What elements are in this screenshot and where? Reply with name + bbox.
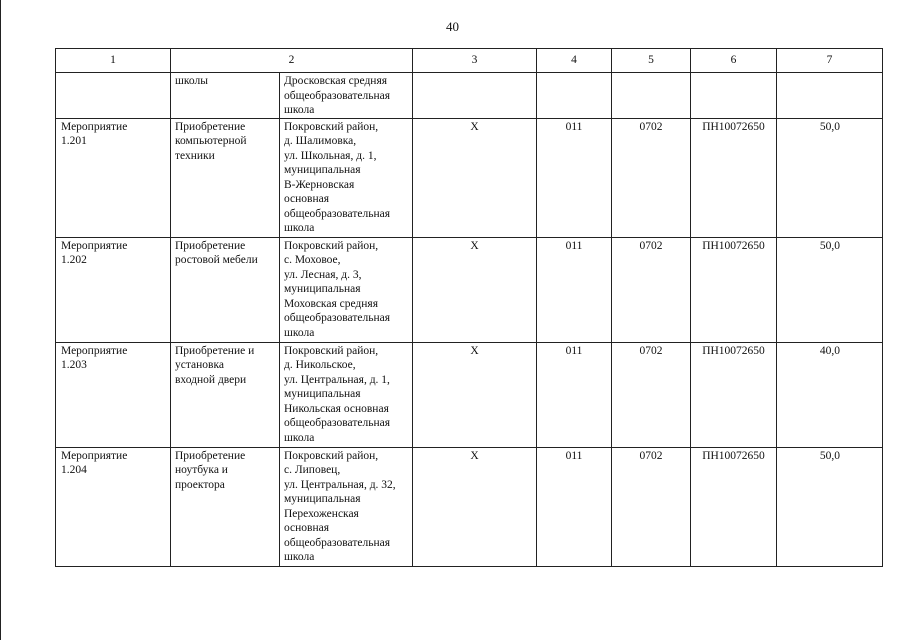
table-row xyxy=(56,237,883,342)
table-row xyxy=(56,447,883,566)
page-number: 40 xyxy=(446,19,459,34)
budget-table xyxy=(55,48,883,567)
col6-cell: ПН10072650 xyxy=(691,342,777,447)
event-cell: Мероприятие 1.203 xyxy=(56,342,171,447)
header-cell: 6 xyxy=(691,49,777,73)
col6-cell: ПН10072650 xyxy=(691,118,777,237)
col6-cell: ПН10072650 xyxy=(691,447,777,566)
col5-cell: 0702 xyxy=(612,118,691,237)
col5-cell: 0702 xyxy=(612,342,691,447)
header-cell: 7 xyxy=(777,49,883,73)
event-cell: Мероприятие 1.201 xyxy=(56,118,171,237)
address-cell: Покровский район, д. Шалимовка, ул. Школьная, д. 1, муниципальная В-Жерновская основная общеобразовательная школа xyxy=(280,118,413,237)
table-row xyxy=(56,73,883,119)
col4-cell xyxy=(537,73,612,119)
purpose-cell: школы xyxy=(171,73,280,119)
header-cell: 1 xyxy=(56,49,171,73)
table-row xyxy=(56,342,883,447)
col4-cell: 011 xyxy=(537,237,612,342)
col3-cell: Х xyxy=(413,237,537,342)
amount-cell: 50,0 xyxy=(777,118,883,237)
purpose-cell: Приобретение компьютерной техники xyxy=(171,118,280,237)
purpose-cell: Приобретение и установка входной двери xyxy=(171,342,280,447)
col6-cell xyxy=(691,73,777,119)
header-cell: 3 xyxy=(413,49,537,73)
amount-cell: 40,0 xyxy=(777,342,883,447)
amount-cell xyxy=(777,73,883,119)
col6-cell: ПН10072650 xyxy=(691,237,777,342)
col5-cell: 0702 xyxy=(612,237,691,342)
header-cell: 5 xyxy=(612,49,691,73)
page-left-edge-line xyxy=(0,0,1,640)
col4-cell: 011 xyxy=(537,342,612,447)
purpose-cell: Приобретение ноутбука и проектора xyxy=(171,447,280,566)
event-cell xyxy=(56,73,171,119)
col3-cell xyxy=(413,73,537,119)
address-cell: Покровский район, с. Моховое, ул. Лесная, д. 3, муниципальная Моховская средняя общеобразовательная школа xyxy=(280,237,413,342)
address-cell: Покровский район, с. Липовец, ул. Центральная, д. 32, муниципальная Перехоженская основная общеобразовательная школа xyxy=(280,447,413,566)
header-cell: 4 xyxy=(537,49,612,73)
table-row xyxy=(56,118,883,237)
col3-cell: Х xyxy=(413,342,537,447)
event-cell: Мероприятие 1.202 xyxy=(56,237,171,342)
event-cell: Мероприятие 1.204 xyxy=(56,447,171,566)
col5-cell xyxy=(612,73,691,119)
col4-cell: 011 xyxy=(537,118,612,237)
header-row xyxy=(56,49,883,73)
amount-cell: 50,0 xyxy=(777,237,883,342)
purpose-cell: Приобретение ростовой мебели xyxy=(171,237,280,342)
amount-cell: 50,0 xyxy=(777,447,883,566)
col4-cell: 011 xyxy=(537,447,612,566)
col5-cell: 0702 xyxy=(612,447,691,566)
address-cell: Дросковская средняя общеобразовательная школа xyxy=(280,73,413,119)
col3-cell: Х xyxy=(413,447,537,566)
col3-cell: Х xyxy=(413,118,537,237)
address-cell: Покровский район, д. Никольское, ул. Центральная, д. 1, муниципальная Никольская основная общеобразовательная школа xyxy=(280,342,413,447)
header-cell: 2 xyxy=(171,49,413,73)
